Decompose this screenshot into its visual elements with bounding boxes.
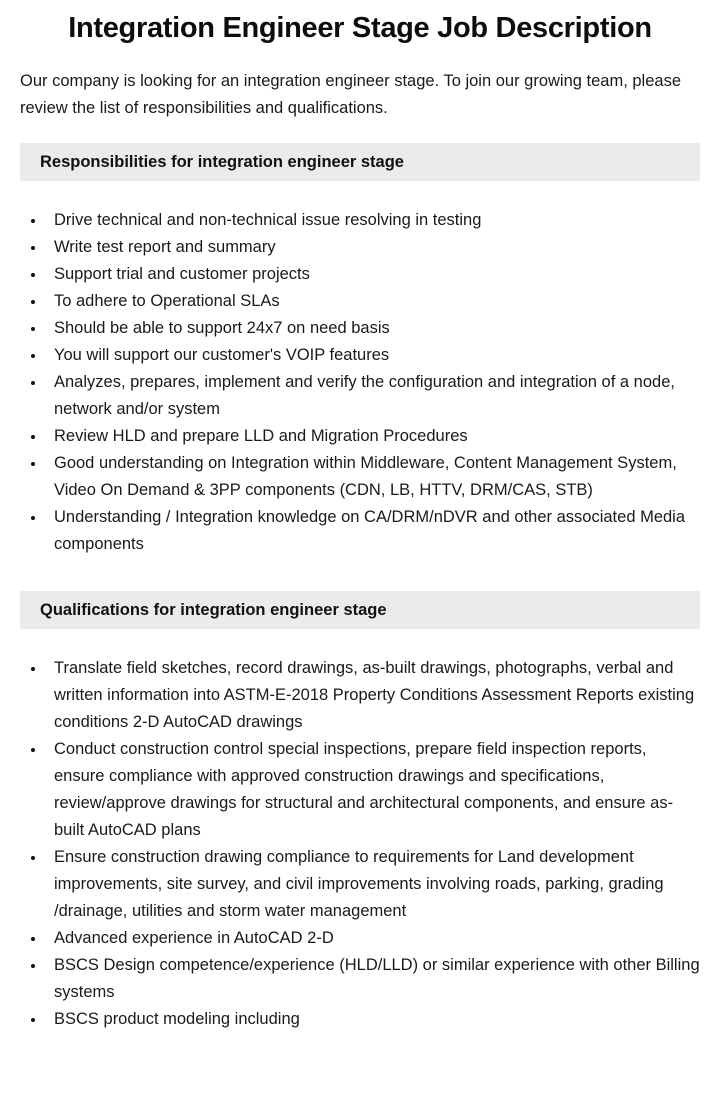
responsibilities-heading: Responsibilities for integration engineer stage — [20, 143, 700, 181]
qualifications-section — [20, 591, 700, 1033]
list-item: • Good understanding on Integration within Middleware, Content Management System, Video On Demand & 3PP components (CDN, LB, HTTV, DRM/CAS, STB) — [46, 450, 700, 504]
list-item: • Advanced experience in AutoCAD 2-D — [46, 925, 700, 952]
list-item: • Review HLD and prepare LLD and Migration Procedures — [46, 423, 700, 450]
page-title: Integration Engineer Stage Job Description — [68, 12, 652, 44]
list-item: • Drive technical and non-technical issue resolving in testing — [46, 207, 700, 234]
list-item: • Understanding / Integration knowledge on CA/DRM/nDVR and other associated Media components — [46, 504, 700, 558]
list-item: • BSCS product modeling including — [46, 1006, 700, 1033]
qualifications-list — [20, 655, 700, 1033]
list-item: • Translate field sketches, record drawings, as-built drawings, photographs, verbal and written information into ASTM-E-2018 Property Conditions Assessment Reports existing conditions 2-D AutoCAD drawings — [46, 655, 700, 736]
list-item: • Should be able to support 24x7 on need basis — [46, 315, 700, 342]
list-item: • Conduct construction control special inspections, prepare field inspection reports, ensure compliance with approved construction drawings and specifications, review/approve drawings for structural and architectural components, and ensure as-built AutoCAD plans — [46, 736, 700, 844]
responsibilities-list — [20, 207, 700, 558]
list-item: • Ensure construction drawing compliance to requirements for Land development improvements, site survey, and civil improvements involving roads, parking, grading /drainage, utilities and storm water management — [46, 844, 700, 925]
intro-paragraph: Our company is looking for an integration engineer stage. To join our growing team, please review the list of responsibilities and qualifications. — [20, 72, 681, 117]
list-item: • Analyzes, prepares, implement and verify the configuration and integration of a node, network and/or system — [46, 369, 700, 423]
list-item: • To adhere to Operational SLAs — [46, 288, 700, 315]
responsibilities-section — [20, 143, 700, 558]
list-item: • You will support our customer's VOIP features — [46, 342, 700, 369]
list-item: • Support trial and customer projects — [46, 261, 700, 288]
list-item: • BSCS Design competence/experience (HLD/LLD) or similar experience with other Billing systems — [46, 952, 700, 1006]
qualifications-heading: Qualifications for integration engineer stage — [20, 591, 700, 629]
list-item: • Write test report and summary — [46, 234, 700, 261]
